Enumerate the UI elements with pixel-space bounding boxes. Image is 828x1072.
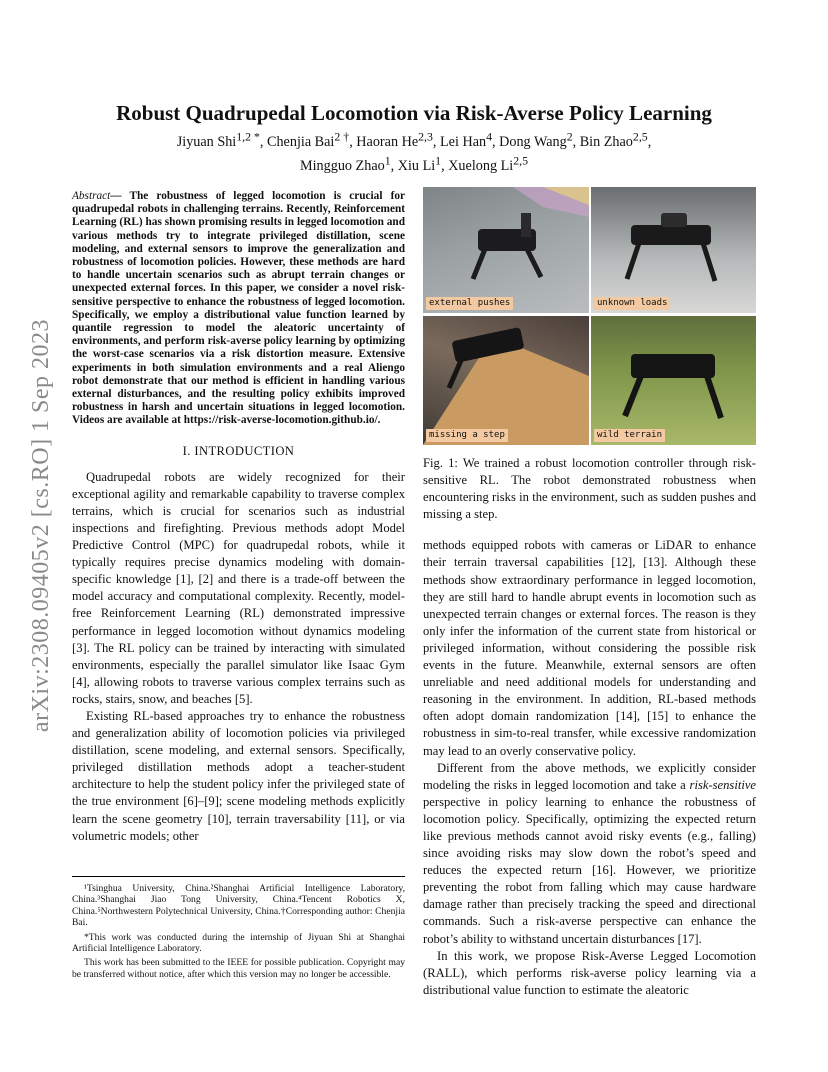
author: Dong Wang$^2$, [499,129,580,150]
label-unknown-loads: unknown loads [594,297,670,310]
photo-unknown-loads [591,187,756,313]
author: Lei Han$^4$, [440,129,500,150]
author: Xiu Li$^1$, [397,153,449,175]
intro-paragraph-1: Quadrupedal robots are widely recognized for their exceptional agility and remarkable capability to traverse complex terrains, which is crucial for scenarios such as industrial inspections and firefighting. Previous methods adopt Model Predictive Control (MPC) for quadrupedal robots, while it typically requires precise dynamics modeling with domain-specific knowledge [1], [2] and there is a trade-off between the model accuracy and computational complexity. Recently, model-free Reinforcement Learning (RL) demonstrated impressive performance in legged locomotion without dynamics modeling [3]. The RL policy can be trained by interacting with simulated environments, especially the parallel simulator like Isaac Gym [4], allowing robots to traverse various complex terrains such as rocks, stairs, snow, and beaches [5]. [72,469,405,706]
photo-wild-terrain [591,316,756,445]
label-wild-terrain: wild terrain [594,429,665,442]
emphasis-risk-sensitive: risk-sensitive [689,777,756,792]
right-column [423,187,756,999]
robot-illustration [591,187,756,313]
photo-external-pushes [423,187,589,313]
left-column [72,190,405,845]
author: Xuelong Li$^{2,5}$ [448,153,528,175]
robot-illustration [423,316,589,445]
figure-1 [423,187,756,445]
paper-title: Robust Quadrupedal Locomotion via Risk-Averse Policy Learning [116,101,712,125]
figure-caption: Fig. 1: We trained a robust locomotion controller through risk-sensitive RL. The robot demonstrated robustness when encountering risks in the environment, such as sudden pushes and missing a step. [423,456,756,522]
author: Chenjia Bai$^{2 \dagger}$, [267,129,357,150]
arxiv-stamp [22,290,62,760]
abstract-label: Abstract [72,190,111,202]
footnote-affiliations: ¹Tsinghua University, China.²Shanghai Artificial Intelligence Laboratory, China.³Shanghai Jiao Tong University, China.⁴Tencent Robotics X, China.⁵Northwestern Polytechnical University, China.†Corresponding author: Chenjia Bai. [72,883,405,929]
section-heading-introduction: I. INTRODUCTION [182,443,295,458]
footnotes [72,876,405,983]
label-missing-a-step: missing a step [426,429,508,442]
right-paragraph-1: methods equipped robots with cameras or LiDAR to enhance their terrain traversal capabilities [12], [13]. Although these methods show extraordinary performance in legged locomotion, they are still hard to handle abrupt events in locomotion such as unexpected terrain changes or external forces. The reason is they only infer the information of the current state from historical or privileged information, without considering the possible risk events in the future. Meanwhile, external sensors are often unreliable and need additional models for understanding and reasoning in the environment. In addition, RL-based methods often adopt domain randomization [14], [15] to enhance the robustness in sim-to-real transfer, while excessive randomization may lead to an overly conservative policy. [423,538,756,758]
robot-illustration [591,316,756,445]
abstract-text: — The robustness of legged locomotion is crucial for quadrupedal robots in challenging terrains. Recently, Reinforcement Learning (RL) has shown promising results in legged locomotion and various methods try to integrate privileged distillation, scene modeling, and external sensors to improve the generalization and robustness of locomotion policies. However, these methods are hard to handle uncertain scenarios such as abrupt terrain changes or unexpected external forces. In this paper, we consider a novel risk-sensitive perspective to enhance the robustness of legged locomotion. Specifically, we employ a distributional value function learned by quantile regression to model the aleatoric uncertainty of environments, and perform risk-averse policy learning by optimizing the worst-case scenarios via a risk distortion measure. Extensive experiments in both simulation environments and a real Aliengo robot demonstrate that our method is efficient in handling various external disturbances, and the resulting policy exhibits improved robustness in harsh and uncertain situations in legged locomotion. Videos are available at https://risk-averse-locomotion.github.io/. [72,190,405,427]
footnote-internship: *This work was conducted during the internship of Jiyuan Shi at Shanghai Artificial Intelligence Laboratory. [72,931,405,955]
author: Jiyuan Shi$^{1,2 *}$, [176,129,267,150]
photo-missing-a-step [423,316,589,445]
right-paragraph-3: In this work, we propose Risk-Averse Legged Locomotion (RALL), which performs risk-averse policy learning via a distributional value function to estimate the aleatoric [423,948,756,997]
abstract [72,190,405,428]
right-paragraph-2: Different from the above methods, we explicitly consider modeling the risks in legged locomotion and take a risk-sensitive perspective in policy learning to enhance the robustness of locomotion policy. Specifically, optimizing the expected return like previous methods cannot avoid risky events (e.g., falling) since avoiding risks may slow down the robot’s speed and reduces the expected return [16]. However, we prioritize preventing the robot from falling which may cause hardware damage rather than precisely tracking the speed and directional commands. Such a risk-averse perspective can enhance the robot’s ability to withstand uncertain disturbances [17]. [423,760,756,946]
author: Mingguo Zhao$^1$, [299,153,398,175]
author: Haoran He$^{2,3}$, [356,129,441,150]
label-external-pushes: external pushes [426,297,513,310]
arxiv-stamp-text: arXiv:2308.09405v2 [cs.RO] 1 Sep 2023 [28,318,55,732]
author: Bin Zhao$^{2,5}$, [579,129,652,150]
intro-paragraph-2: Existing RL-based approaches try to enhance the robustness and generalization ability of locomotion policies via privileged distillation, scene modeling, and external sensors. Specifically, privileged distillation methods adopt a teacher-student architecture to help the student policy infer the privileged state of the true environment [6]–[9]; scene modeling methods explicitly learn the scene geometry [10], terrain traversability [11], or via volumetric models; other [72,708,405,843]
footnote-ieee-notice: This work has been submitted to the IEEE for possible publication. Copyright may be transferred without notice, after which this version may no longer be accessible. [72,957,405,980]
author-list [100,127,728,176]
robot-illustration [423,187,589,313]
